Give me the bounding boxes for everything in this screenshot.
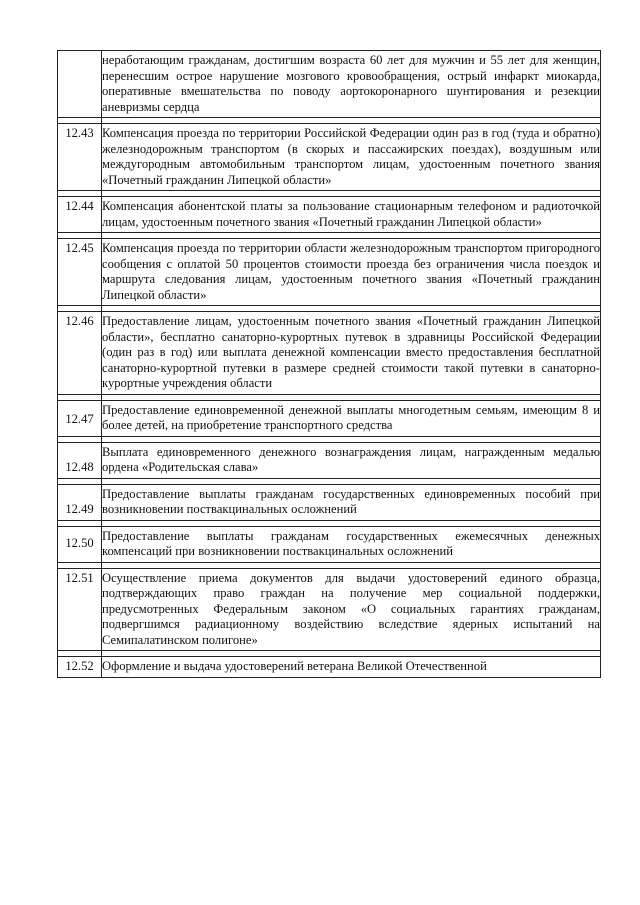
table-row <box>58 312 601 395</box>
row-text-cell <box>102 442 601 478</box>
row-number: 12.48 <box>58 442 102 478</box>
row-text-cell <box>102 400 601 436</box>
table-row <box>58 568 601 651</box>
table-row <box>58 484 601 520</box>
row-number: 12.51 <box>58 568 102 651</box>
table-row <box>58 442 601 478</box>
row-number: 12.46 <box>58 312 102 395</box>
row-text: Предоставление единовременной денежной выплаты многодетным семьям, имеющим 8 и более детей, на приобретение транспортного средства <box>102 402 600 432</box>
row-text-cell <box>102 312 601 395</box>
row-number: 12.50 <box>58 526 102 562</box>
row-text: Выплата единовременного денежного вознаграждения лицам, награжденным медалью ордена «Родительская слава» <box>102 444 600 474</box>
row-number: 12.45 <box>58 239 102 306</box>
row-text-cell <box>102 484 601 520</box>
row-text: Оформление и выдача удостоверений ветерана Великой Отечественной <box>102 659 487 673</box>
table-row <box>58 197 601 233</box>
row-text-cell <box>102 239 601 306</box>
row-number: 12.52 <box>58 657 102 678</box>
row-number: 12.43 <box>58 124 102 191</box>
row-text-cell <box>102 124 601 191</box>
row-text: Предоставление выплаты гражданам государственных единовременных пособий при возникновении поствакцинальных осложнений <box>102 486 600 516</box>
row-text: Предоставление лицам, удостоенным почетного звания «Почетный гражданин Липецкой области», бесплатно санаторно-курортных путевок в здравницы Российской Федерации (один раз в год) или выплата денежной компенсации вместо предоставления бесплатной санаторно-курортной путевки в размере средней стоимости такой путевки в санаторно-курортные учреждения области <box>102 314 600 390</box>
row-text-cell <box>102 526 601 562</box>
table-row <box>58 526 601 562</box>
row-text: неработающим гражданам, достигшим возраста 60 лет для мужчин и 55 лет для женщин, перенесшим острое нарушение мозгового кровообращения, острый инфаркт миокарда, оперативные вмешательства по поводу аортокоронарного шунтирования и резекции аневризмы сердца <box>102 53 600 114</box>
row-text: Компенсация проезда по территории Российской Федерации один раз в год (туда и обратно) железнодорожным транспортом (в скорых и пассажирских поездах), воздушным или междугородным автомобильным транспортом лицам, удостоенным почетного звания «Почетный гражданин Липецкой области» <box>102 126 600 187</box>
row-text: Компенсация абонентской платы за пользование стационарным телефоном и радиоточкой лицам, удостоенным почетного звания «Почетный гражданин Липецкой области» <box>102 199 600 229</box>
row-number: 12.49 <box>58 484 102 520</box>
row-number: 12.44 <box>58 197 102 233</box>
table-row <box>58 51 601 118</box>
row-text: Осуществление приема документов для выдачи удостоверений единого образца, подтверждающих право граждан на получение мер социальной поддержки, предусмотренных Федеральным законом «О социальных гарантиях гражданам, подвергшимся радиационному воздействию вследствие ядерных испытаний на Семипалатинском полигоне» <box>102 570 600 647</box>
row-number <box>58 51 102 118</box>
table-row <box>58 657 601 678</box>
row-text-cell <box>102 197 601 233</box>
table-row <box>58 239 601 306</box>
row-text: Компенсация проезда по территории области железнодорожным транспортом пригородного сообщения с оплатой 50 процентов стоимости проезда без ограничения числа поездок и маршрута следования лицам, удостоенным почетного звания «Почетный гражданин Липецкой области» <box>102 241 600 302</box>
row-text-cell <box>102 568 601 651</box>
row-text-cell <box>102 51 601 118</box>
services-table <box>57 50 601 678</box>
row-text-cell <box>102 657 601 678</box>
table-row <box>58 400 601 436</box>
row-text: Предоставление выплаты гражданам государственных ежемесячных денежных компенсаций при возникновении поствакцинальных осложнений <box>102 528 600 558</box>
table-row <box>58 124 601 191</box>
row-number: 12.47 <box>58 400 102 436</box>
